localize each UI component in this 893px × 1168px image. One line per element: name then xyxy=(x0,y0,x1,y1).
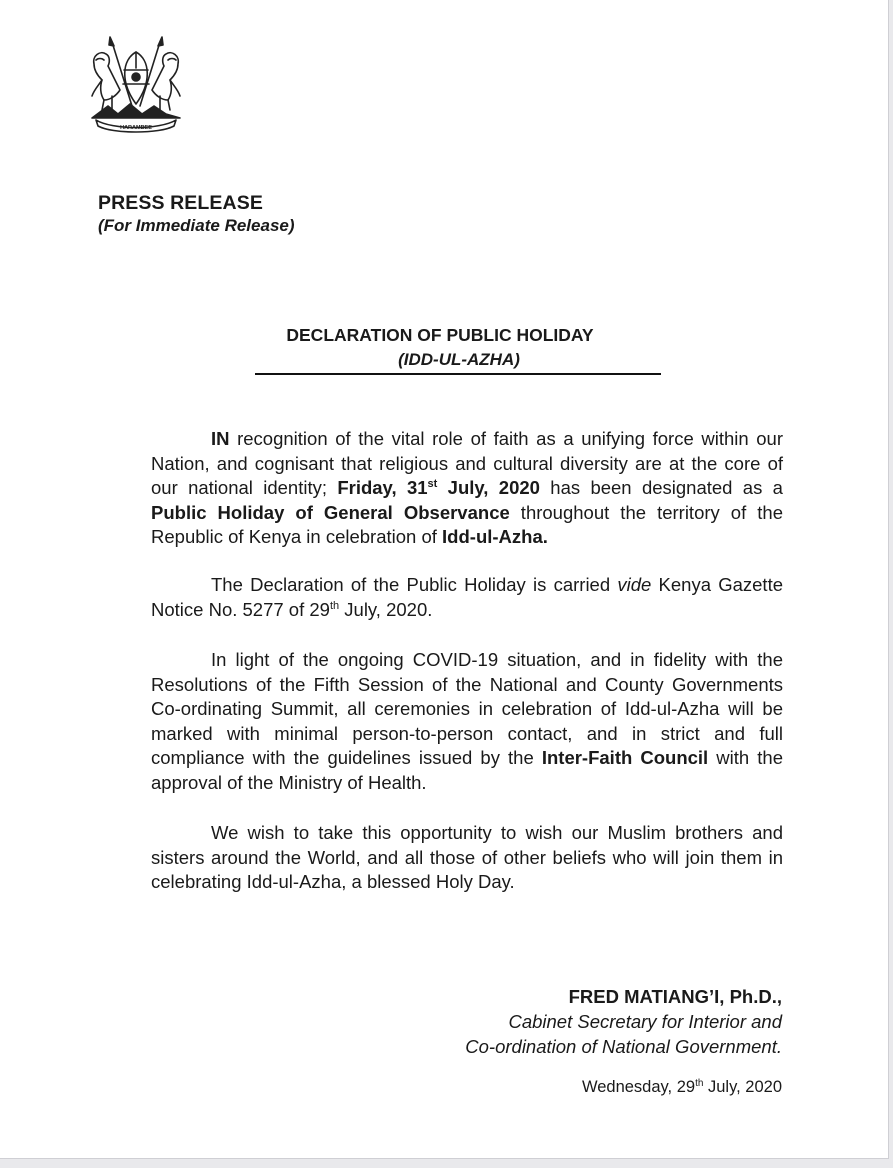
title-underline xyxy=(255,373,661,375)
paragraph-greetings: We wish to take this opportunity to wish our Muslim brothers and sisters around the World, and all those of other beliefs who will join them in celebrating Idd-ul-Azha, a blessed Holy Day. xyxy=(151,822,783,892)
press-release-subtitle: (For Immediate Release) xyxy=(98,216,295,235)
signatory-name: FRED MATIANG’I, Ph.D., xyxy=(568,986,782,1007)
holiday-date: Friday, 31st July, 2020 xyxy=(337,477,540,498)
kenya-coat-of-arms-icon xyxy=(82,34,190,134)
festival-name: Idd-ul-Azha. xyxy=(442,526,548,547)
signatory-role-line-1: Cabinet Secretary for Interior and xyxy=(508,1011,782,1032)
inter-faith-council: Inter-Faith Council xyxy=(541,747,709,768)
declaration-title: DECLARATION OF PUBLIC HOLIDAY xyxy=(286,325,594,345)
lead-word: IN xyxy=(211,428,230,449)
emblem-motto: HARAMBEE xyxy=(120,125,152,131)
signature-block xyxy=(465,984,782,1059)
release-date: Wednesday, 29th July, 2020 xyxy=(581,1078,782,1096)
press-release-title: PRESS RELEASE xyxy=(98,192,263,214)
paragraph-covid-guidelines: In light of the ongoing COVID-19 situation, and in fidelity with the Resolutions of the Fifth Session of the National and County Governments Co-ordinating Summit, all ceremonies in celebration of Idd-ul-Azha will be marked with minimal person-to-person contact, and in strict and full compliance with the guidelines issued by the Inter-Faith Council with the approval of the Ministry of Health. xyxy=(151,649,783,793)
declaration-subtitle: (IDD-UL-AZHA) xyxy=(398,350,520,369)
holiday-type: Public Holiday of General Observance xyxy=(151,501,510,523)
signatory-role-line-2: Co-ordination of National Government. xyxy=(465,1036,782,1057)
paragraph-holiday-declaration: IN recognition of the vital role of faith as a unifying force within our Nation, and cognisant that religious and cultural diversity are at the core of our national identity; Friday, 31st July, 2020 has been designated as a Public Holiday of General Observance throughout the territory of the Republic of Kenya in celebration of Idd-ul-Azha. xyxy=(151,428,783,547)
paragraph-gazette-notice: The Declaration of the Public Holiday is carried vide Kenya Gazette Notice No. 5277 of 29th July, 2020. xyxy=(151,574,783,620)
